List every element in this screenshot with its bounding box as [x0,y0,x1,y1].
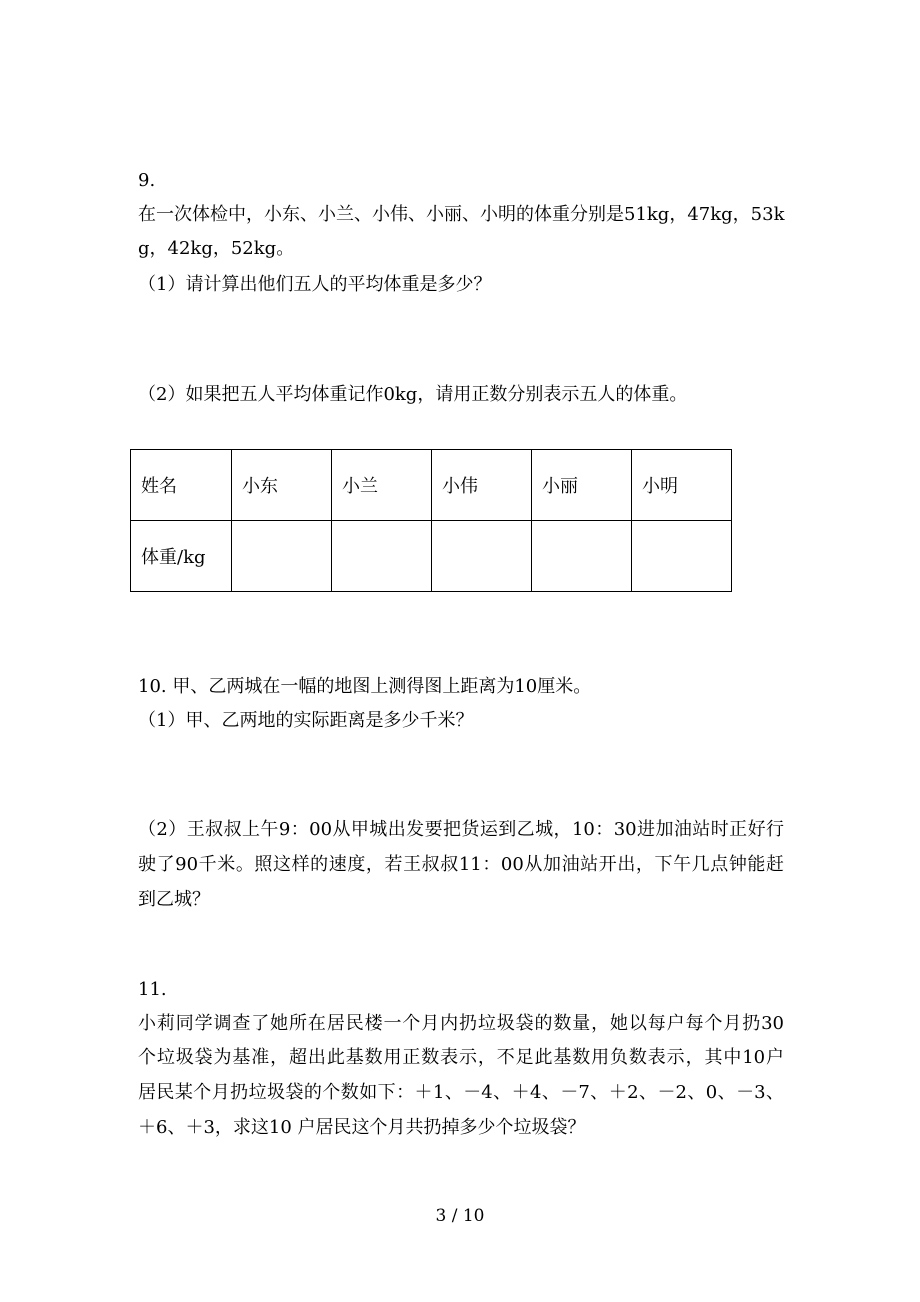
q10-part2-line3: 到乙城？ [138,889,210,910]
q11-number: 11. [138,979,167,1000]
table-header-cell: 姓名 [131,450,232,521]
table-answer-cell [532,521,632,592]
table-answer-cell [432,521,532,592]
page-number: 3 / 10 [435,1206,485,1226]
q11-line2: 个垃圾袋为基准，超出此基数用正数表示，不足此基数用负数表示，其中10户 [138,1047,784,1068]
weight-table-header-row [131,450,732,521]
table-answer-cell [332,521,432,592]
table-header-cell: 小东 [232,450,332,521]
table-header-cell: 小明 [632,450,732,521]
table-header-cell: 小伟 [432,450,532,521]
q10-part1: （1）甲、乙两地的实际距离是多少千米？ [138,710,474,731]
table-answer-cell [632,521,732,592]
q9-number: 9. [138,170,156,191]
table-header-cell: 小丽 [532,450,632,521]
table-row-label: 体重/kg [131,521,232,592]
q10-stem: 10. 甲、乙两城在一幅的地图上测得图上距离为10厘米。 [138,676,592,697]
q11-line4: ＋6、＋3，求这10 户居民这个月共扔掉多少个垃圾袋？ [138,1117,586,1138]
q11-line3: 居民某个月扔垃圾袋的个数如下：＋1、－4、＋4、－7、＋2、－2、0、－3、 [138,1082,784,1103]
q9-stem-line2: g，42kg，52kg。 [138,238,295,259]
table-header-cell: 小兰 [332,450,432,521]
q9-part1: （1）请计算出他们五人的平均体重是多少？ [138,274,492,295]
q10-part2-line1: （2）王叔叔上午9：00从甲城出发要把货运到乙城，10：30进加油站时正好行 [138,819,784,840]
q9-stem-line1: 在一次体检中，小东、小兰、小伟、小丽、小明的体重分别是51kg，47kg，53k [138,204,785,225]
table-answer-cell [232,521,332,592]
weight-table [130,449,732,592]
q10-part2-line2: 驶了90千米。照这样的速度，若王叔叔11：00从加油站开出，下午几点钟能赶 [138,854,784,875]
q9-part2: （2）如果把五人平均体重记作0kg，请用正数分别表示五人的体重。 [138,384,688,405]
q11-line1: 小莉同学调查了她所在居民楼一个月内扔垃圾袋的数量，她以每户每个月扔30 [138,1013,784,1034]
weight-table-value-row [131,521,732,592]
